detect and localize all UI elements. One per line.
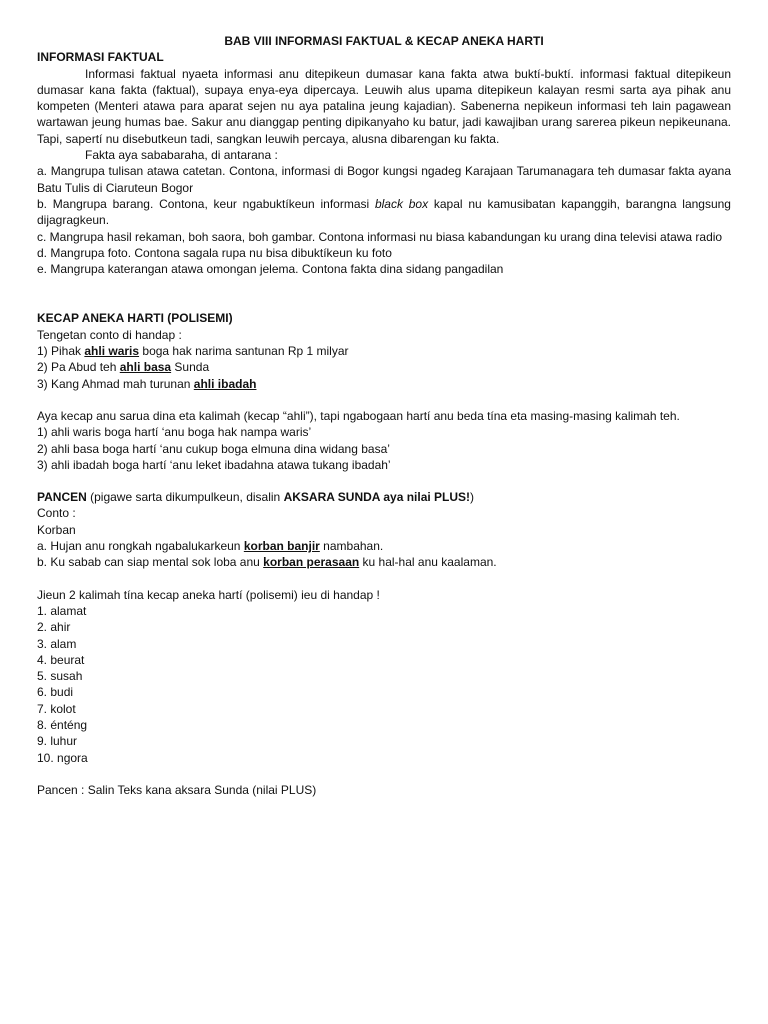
word-item: 3. alam	[37, 636, 77, 651]
word-item: 5. susah	[37, 669, 83, 684]
section-heading-polisemi: KECAP ANEKA HARTI (POLISEMI)	[37, 311, 233, 326]
word-item: 8. énténg	[37, 717, 88, 732]
exercise-instruction: Jieun 2 kalimah tína kecap aneka hartí (polisemi) ieu di handap !	[37, 587, 380, 602]
italic-term: black box	[374, 196, 429, 211]
word-item: 4. beurat	[37, 652, 85, 667]
polisemi-note: Aya kecap anu sarua dina eta kalimah (kecap “ahli”), tapi ngabogaan hartí anu beda tína eta masing-masing kalimah teh.	[37, 408, 680, 423]
conto-word: Korban	[37, 522, 76, 537]
section-heading-informasi-faktual: INFORMASI FAKTUAL	[37, 50, 164, 65]
conto-a: a. Hujan anu rongkah ngabalukarkeun korban banjir nambahan.	[37, 539, 384, 554]
meaning-2: 2) ahli basa boga hartí ‘anu cukup boga elmuna dina widang basa’	[37, 441, 390, 456]
fakta-item-e: e. Mangrupa katerangan atawa omongan jelema. Contona fakta dina sidang pangadilan	[37, 262, 504, 277]
final-task: Pancen : Salin Teks kana aksara Sunda (nilai PLUS)	[37, 782, 317, 797]
word-item: 2. ahir	[37, 620, 71, 635]
document-title: BAB VIII INFORMASI FAKTUAL & KECAP ANEKA HARTI	[224, 34, 544, 48]
conto-b: b. Ku sabab can siap mental sok loba anu korban perasaan ku hal-hal anu kaalaman.	[37, 555, 497, 570]
document-page	[37, 33, 731, 798]
word-item: 10. ngora	[37, 750, 88, 765]
word-item: 6. budi	[37, 685, 74, 700]
word-item: 1. alamat	[37, 603, 87, 618]
fakta-item-c: c. Mangrupa hasil rekaman, boh saora, boh gambar. Contona informasi nu biasa kabandungan ku urang dina televisi atawa radio	[37, 229, 723, 244]
example-2: 2) Pa Abud teh ahli basa Sunda	[37, 360, 210, 375]
polisemi-intro: Tengetan conto di handap :	[37, 327, 182, 342]
conto-label: Conto :	[37, 506, 76, 521]
meaning-3: 3) ahli ibadah boga hartí ‘anu leket ibadahna atawa tukang ibadah’	[37, 457, 391, 472]
word-item: 7. kolot	[37, 701, 76, 716]
fakta-item-b: b. Mangrupa barang. Contona, keur ngabuktíkeun informasi black box kapal nu kamusibatan kapanggih, barangna langsung dijagragkeun.	[37, 196, 731, 228]
example-3: 3) Kang Ahmad mah turunan ahli ibadah	[37, 376, 257, 391]
fakta-intro: Fakta aya sababaraha, di antarana :	[85, 148, 278, 163]
example-1: 1) Pihak ahli waris boga hak narima santunan Rp 1 milyar	[37, 344, 349, 359]
task-heading: PANCEN (pigawe sarta dikumpulkeun, disalin AKSARA SUNDA aya nilai PLUS!)	[37, 490, 475, 505]
meaning-1: 1) ahli waris boga hartí ‘anu boga hak nampa waris’	[37, 425, 312, 440]
paragraph-informasi-faktual: Informasi faktual nyaeta informasi anu ditepikeun dumasar kana fakta atwa buktí-buktí. informasi faktual ditepikeun dumasar kana fakta (faktual), supaya enya-eya dipercaya. Leuwih alus upama ditepikeun kalayan resmi sarta aya pihak anu kompeten (Menteri atawa para aparat sejen nu aya patalina jeung kajadian). Sabenerna nepikeun informasi teh lain pagawean wartawan jeung humas bae. Sakur anu dianggap penting dipikanyaho ku batur, jadi kawajiban urang sarerea pikeun nepikeunana. Tapi, sapertí nu disebutkeun tadi, sangkan leuwih percaya, alusna dibarengan ku fakta.	[37, 66, 731, 146]
fakta-item-a: a. Mangrupa tulisan atawa catetan. Contona, informasi di Bogor kungsi ngadeg Karajaan Tarumanagara teh dumasar fakta ayana Batu Tulis di Ciaruteun Bogor	[37, 164, 731, 195]
fakta-item-d: d. Mangrupa foto. Contona sagala rupa nu bisa dibuktíkeun ku foto	[37, 245, 392, 260]
word-item: 9. luhur	[37, 734, 78, 749]
